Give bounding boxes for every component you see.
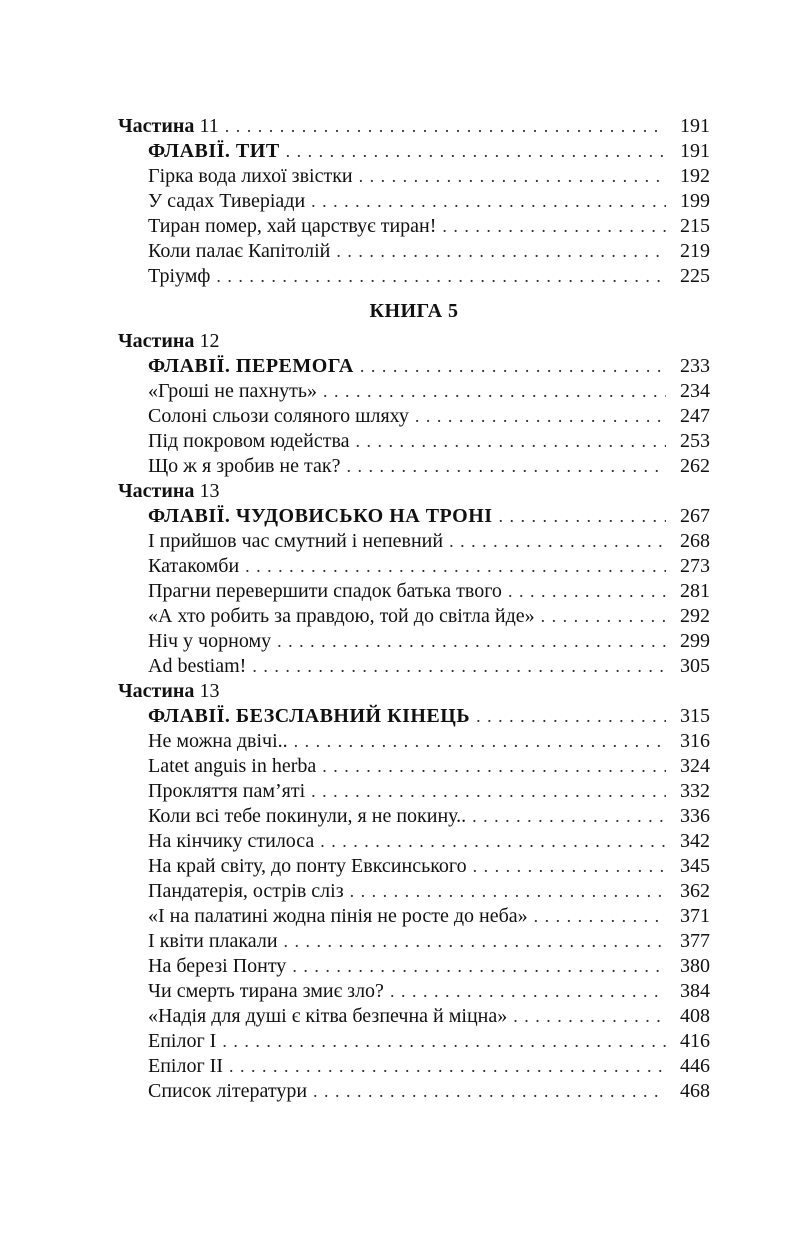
page-number: 336 (680, 805, 710, 827)
toc-entry-chapter (148, 654, 710, 679)
page-number: 192 (680, 165, 710, 187)
toc-entry-chapter (148, 554, 710, 579)
chapter-title: На березі Понту (148, 955, 287, 977)
page-number: 315 (680, 705, 710, 727)
section-title: ФЛАВІЇ. ТИТ (148, 140, 280, 162)
chapter-title: Під покровом юдейства (148, 430, 350, 452)
chapter-title: Latet anguis in herba (148, 755, 317, 777)
toc-entry-chapter (148, 164, 710, 189)
toc-entry-part (118, 479, 710, 504)
chapter-title: На край світу, до понту Евксинського (148, 855, 467, 877)
chapter-title: Коли палає Капітолій (148, 240, 331, 262)
dot-leader (245, 554, 666, 579)
chapter-title: «Гроші не пахнуть» (148, 380, 317, 402)
chapter-title: Епілог І (148, 1030, 217, 1052)
chapter-title: Не можна двічі.. (148, 730, 288, 752)
page-number: 215 (680, 215, 710, 237)
dot-leader (499, 504, 666, 529)
chapter-title: Що ж я зробив не так? (148, 455, 341, 477)
chapter-title: Чи смерть тирана змиє зло? (148, 980, 384, 1002)
dot-leader (508, 579, 666, 604)
page-number: 281 (680, 580, 710, 602)
page-number: 371 (680, 905, 710, 927)
dot-leader (442, 214, 666, 239)
chapter-title: Епілог ІІ (148, 1055, 223, 1077)
page-number: 267 (680, 505, 710, 527)
page-number: 468 (680, 1080, 710, 1102)
page-number: 380 (680, 955, 710, 977)
toc-entry-chapter (148, 214, 710, 239)
toc-entry-part (118, 329, 710, 354)
toc-entry-part (118, 679, 710, 704)
toc-entry-chapter (148, 404, 710, 429)
chapter-title: На кінчику стилоса (148, 830, 315, 852)
toc-entry-chapter (148, 239, 710, 264)
dot-leader (390, 979, 666, 1004)
chapter-title: Коли всі тебе покинули, я не покину.. (148, 805, 467, 827)
dot-leader (513, 1004, 666, 1029)
chapter-title: Ніч у чорному (148, 630, 272, 652)
part-title (118, 329, 219, 354)
chapter-title: Список літератури (148, 1080, 308, 1102)
dot-leader (286, 139, 666, 164)
dot-leader (252, 654, 666, 679)
toc-entry-section (148, 704, 710, 729)
toc-entry-chapter (148, 604, 710, 629)
dot-leader (323, 379, 666, 404)
dot-leader (277, 629, 666, 654)
part-label: Частина (118, 330, 195, 352)
toc-entry-section (148, 354, 710, 379)
page-number: 191 (680, 115, 710, 137)
book-heading: КНИГА 5 (369, 300, 459, 322)
chapter-title: І квіти плакали (148, 930, 278, 952)
dot-leader (360, 354, 666, 379)
chapter-title: Ad bestiam! (148, 655, 247, 677)
page-number: 253 (680, 430, 710, 452)
dot-leader (322, 754, 666, 779)
dot-leader (222, 1029, 666, 1054)
section-title: ФЛАВІЇ. БЕЗСЛАВНИЙ КІНЕЦЬ (148, 705, 471, 727)
toc-entry-section (148, 139, 710, 164)
toc-entry-chapter (148, 529, 710, 554)
dot-leader (472, 804, 666, 829)
chapter-title: «А хто робить за правдою, той до світла йде» (148, 605, 535, 627)
toc-entry-chapter (148, 929, 710, 954)
toc-entry-chapter (148, 1079, 710, 1104)
part-title (118, 679, 219, 704)
part-title (118, 114, 219, 139)
toc-entry-chapter (148, 904, 710, 929)
part-number: 11 (199, 115, 219, 137)
toc-entry-chapter (148, 1004, 710, 1029)
page-number: 199 (680, 190, 710, 212)
toc-entry-chapter (148, 189, 710, 214)
dot-leader (356, 429, 666, 454)
page-number: 219 (680, 240, 710, 262)
chapter-title: Гірка вода лихої звістки (148, 165, 353, 187)
dot-leader (284, 929, 666, 954)
chapter-title: Прагни перевершити спадок батька твого (148, 580, 502, 602)
page-number: 225 (680, 265, 710, 287)
page-number: 416 (680, 1030, 710, 1052)
toc-entry-chapter (148, 379, 710, 404)
part-label: Частина (118, 480, 195, 502)
page-number: 332 (680, 780, 710, 802)
toc-entry-chapter (148, 979, 710, 1004)
part-label: Частина (118, 680, 195, 702)
toc-entry-chapter (148, 454, 710, 479)
dot-leader (473, 854, 666, 879)
toc-entry-chapter (148, 629, 710, 654)
dot-leader (476, 704, 666, 729)
chapter-title: Тріумф (148, 265, 211, 287)
toc-entry-chapter (148, 879, 710, 904)
page-number: 446 (680, 1055, 710, 1077)
dot-leader (225, 114, 666, 139)
page-number: 268 (680, 530, 710, 552)
dot-leader (292, 954, 666, 979)
part-number: 13 (199, 480, 220, 502)
toc-entry-chapter (148, 854, 710, 879)
page-number: 377 (680, 930, 710, 952)
page-number: 233 (680, 355, 710, 377)
page-number: 408 (680, 1005, 710, 1027)
page-number: 191 (680, 140, 710, 162)
dot-leader (336, 239, 666, 264)
toc-entry-chapter (148, 1029, 710, 1054)
page-number: 305 (680, 655, 710, 677)
chapter-title: Катакомби (148, 555, 240, 577)
page-number: 299 (680, 630, 710, 652)
dot-leader (313, 1079, 666, 1104)
page-number: 384 (680, 980, 710, 1002)
toc-entry-part (118, 114, 710, 139)
dot-leader (311, 189, 666, 214)
dot-leader (216, 264, 666, 289)
section-title: ФЛАВІЇ. ПЕРЕМОГА (148, 355, 354, 377)
chapter-title: Прокляття пам’яті (148, 780, 306, 802)
dot-leader (311, 779, 666, 804)
toc-entry-chapter (148, 1054, 710, 1079)
toc-entry-section (148, 504, 710, 529)
dot-leader (359, 164, 666, 189)
page-number: 292 (680, 605, 710, 627)
part-title (118, 479, 219, 504)
page-number: 324 (680, 755, 710, 777)
part-number: 12 (199, 330, 220, 352)
dot-leader (294, 729, 666, 754)
toc-entry-chapter (148, 429, 710, 454)
table-of-contents (118, 114, 710, 1104)
page-number: 247 (680, 405, 710, 427)
chapter-title: Тиран помер, хай царствує тиран! (148, 215, 437, 237)
chapter-title: Пандатерія, острів сліз (148, 880, 344, 902)
page-number: 316 (680, 730, 710, 752)
dot-leader (534, 904, 666, 929)
toc-entry-chapter (148, 954, 710, 979)
page-number: 362 (680, 880, 710, 902)
part-number: 13 (199, 680, 220, 702)
toc-entry-chapter (148, 779, 710, 804)
dot-leader (346, 454, 666, 479)
page-number: 262 (680, 455, 710, 477)
section-title: ФЛАВІЇ. ЧУДОВИСЬКО НА ТРОНІ (148, 505, 493, 527)
part-label: Частина (118, 115, 195, 137)
chapter-title: І прийшов час смутний і непевний (148, 530, 444, 552)
dot-leader (350, 879, 666, 904)
toc-entry-chapter (148, 729, 710, 754)
toc-entry-chapter (148, 829, 710, 854)
dot-leader (320, 829, 666, 854)
chapter-title: У садах Тиверіади (148, 190, 306, 212)
page-number: 234 (680, 380, 710, 402)
chapter-title: «Надія для душі є кітва безпечна й міцна» (148, 1005, 508, 1027)
toc-entry-chapter (148, 804, 710, 829)
page-number: 342 (680, 830, 710, 852)
dot-leader (229, 1054, 666, 1079)
dot-leader (415, 404, 666, 429)
toc-entry-chapter (148, 754, 710, 779)
dot-leader (541, 604, 666, 629)
chapter-title: Солоні сльози соляного шляху (148, 405, 409, 427)
dot-leader (449, 529, 666, 554)
page-number: 345 (680, 855, 710, 877)
toc-entry-chapter (148, 264, 710, 289)
toc-entry-chapter (148, 579, 710, 604)
chapter-title: «І на палатині жодна пінія не росте до неба» (148, 905, 528, 927)
page-number: 273 (680, 555, 710, 577)
